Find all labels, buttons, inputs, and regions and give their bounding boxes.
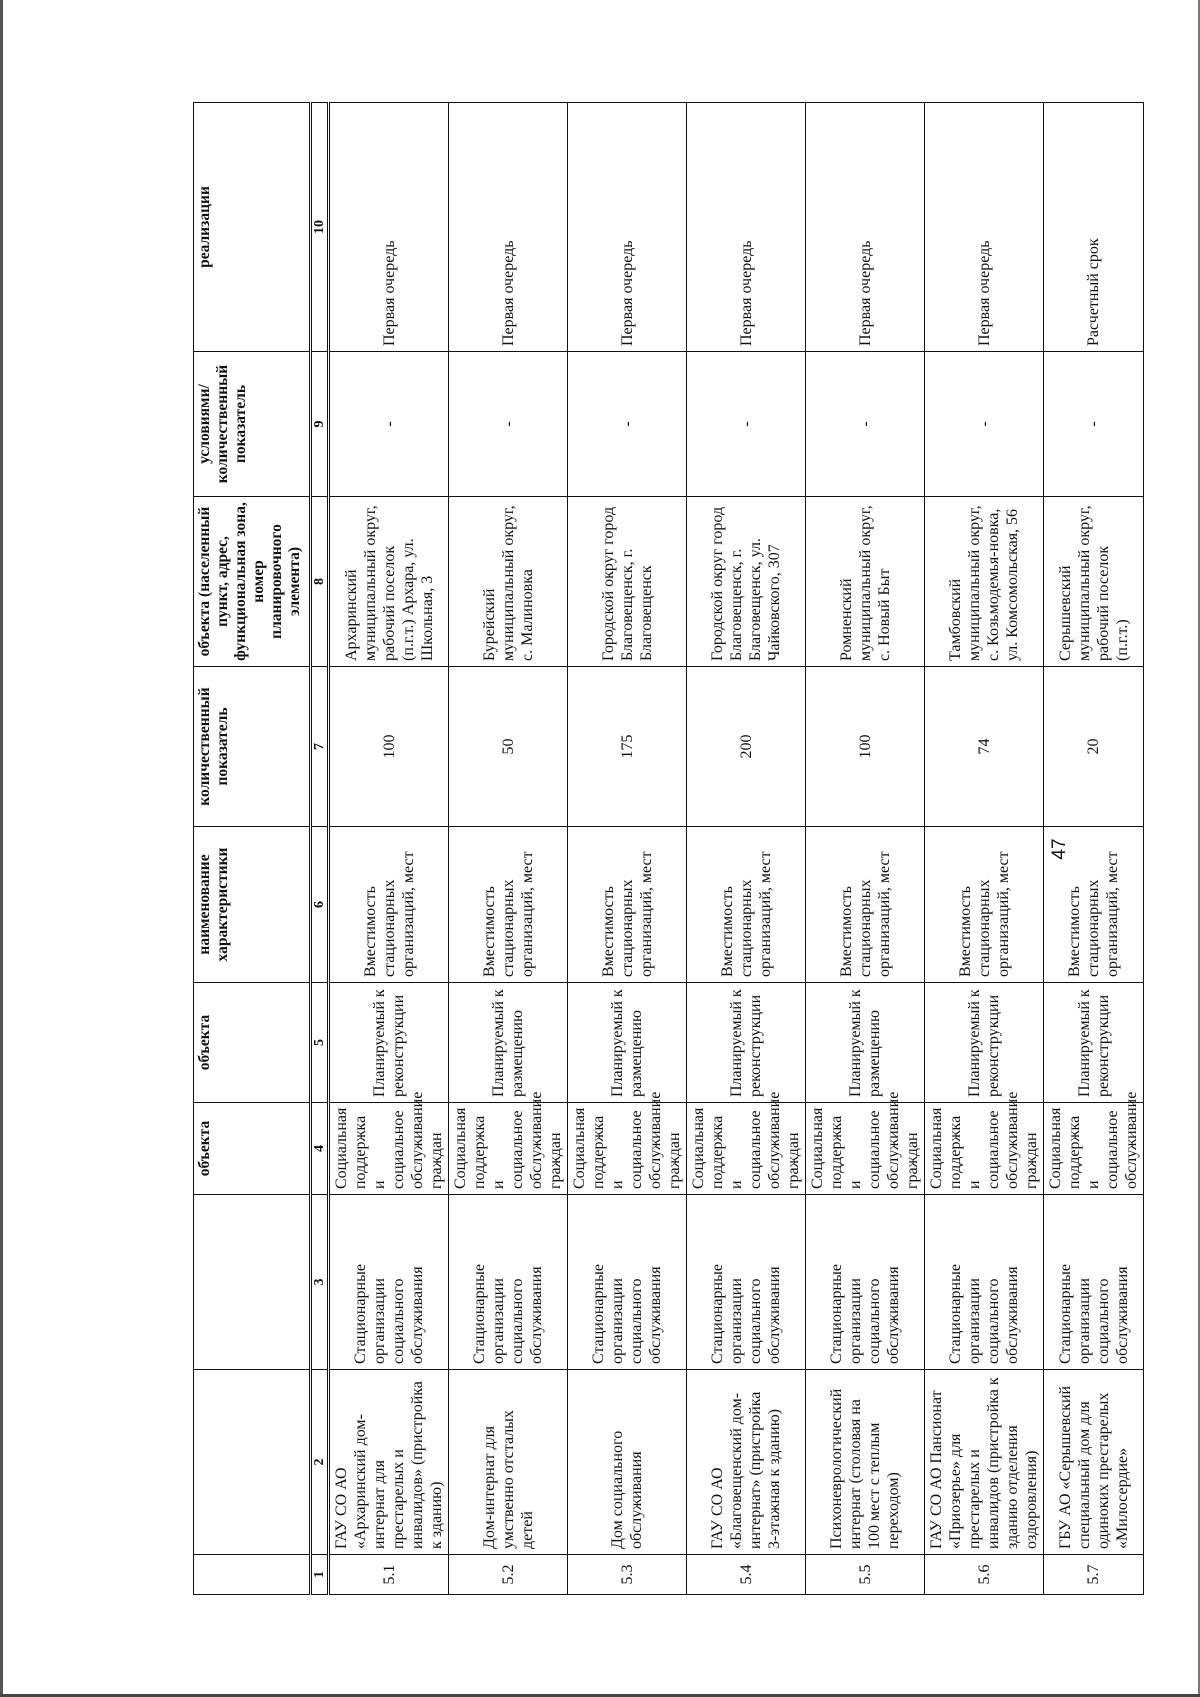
table-row	[1044, 103, 1144, 1595]
object-type: Стационарные организации социального обслуживания	[925, 1195, 1044, 1370]
row-number: 5.3	[568, 1555, 687, 1595]
column-number: 2	[311, 1370, 329, 1555]
page-number: 47	[1049, 838, 1070, 860]
row-number: 5.2	[449, 1555, 568, 1595]
rotated-table-container	[193, 103, 1140, 1595]
object-status: Планируемый к размещению	[806, 983, 925, 1103]
characteristic-name: Вместимость стационарных организаций, мест	[449, 827, 568, 983]
header-cell: количественный показатель	[194, 667, 311, 827]
header-cell: объекта (населенный пункт, адрес, функциональная зона, номер планировочного элемента)	[194, 497, 311, 667]
implementation-stage: Первая очередь	[329, 103, 449, 352]
object-purpose: Социальная поддержка и социальное обслуживание граждан	[806, 1103, 925, 1195]
object-status: Планируемый к реконструкции	[329, 983, 449, 1103]
object-name: ГАУ СО АО «Архаринский дом-интернат для престарелых и инвалидов» (пристройка к зданию)	[329, 1370, 449, 1555]
object-type: Стационарные организации социального обслуживания	[687, 1195, 806, 1370]
column-number: 9	[311, 352, 329, 497]
characteristic-name: Вместимость стационарных организаций, мест	[925, 827, 1044, 983]
zone-indicator: -	[449, 352, 568, 497]
object-name: ГАУ СО АО Пансионат «Приозерье» для престарелых и инвалидов (пристройка к зданию отделения оздоровления)	[925, 1370, 1044, 1555]
object-name: Психоневрологический интернат (столовая на 100 мест с теплым переходом)	[806, 1370, 925, 1555]
object-status: Планируемый к размещению	[449, 983, 568, 1103]
zone-indicator: -	[1044, 352, 1144, 497]
object-name: Дом социального обслуживания	[568, 1370, 687, 1555]
table-row	[449, 103, 568, 1595]
quantity-value: 100	[329, 667, 449, 827]
header-cell: объекта	[194, 1103, 311, 1195]
object-location: Ромненский муниципальный округ, с. Новый Быт	[806, 497, 925, 667]
header-cell: объекта	[194, 983, 311, 1103]
object-purpose: Социальная поддержка и социальное обслуживание граждан	[925, 1103, 1044, 1195]
object-status: Планируемый к размещению	[568, 983, 687, 1103]
header-cell	[194, 1555, 311, 1595]
object-status: Планируемый к реконструкции	[687, 983, 806, 1103]
zone-indicator: -	[925, 352, 1044, 497]
object-purpose: Социальная поддержка и социальное обслуживание граждан	[449, 1103, 568, 1195]
quantity-value: 200	[687, 667, 806, 827]
column-number: 8	[311, 497, 329, 667]
characteristic-name: Вместимость стационарных организаций, мест	[1044, 827, 1144, 983]
object-type: Стационарные организации социального обслуживания	[449, 1195, 568, 1370]
column-number: 1	[311, 1555, 329, 1595]
header-cell	[194, 1195, 311, 1370]
table-row	[329, 103, 449, 1595]
table-row	[925, 103, 1044, 1595]
object-type: Стационарные организации социального обслуживания	[568, 1195, 687, 1370]
object-purpose: Социальная поддержка и социальное обслуживание граждан	[329, 1103, 449, 1195]
quantity-value: 50	[449, 667, 568, 827]
row-number: 5.1	[329, 1555, 449, 1595]
object-purpose: Социальная поддержка и социальное обслуживание граждан	[687, 1103, 806, 1195]
column-number: 3	[311, 1195, 329, 1370]
object-name: ГБУ АО «Серышевский специальный дом для одиноких престарелых «Милосердие»	[1044, 1370, 1144, 1555]
implementation-stage: Первая очередь	[449, 103, 568, 352]
characteristic-name: Вместимость стационарных организаций, мест	[329, 827, 449, 983]
row-number: 5.5	[806, 1555, 925, 1595]
characteristic-name: Вместимость стационарных организаций, мест	[806, 827, 925, 983]
object-purpose: Социальная поддержка и социальное обслуживание граждан	[568, 1103, 687, 1195]
zone-indicator: -	[687, 352, 806, 497]
implementation-stage: Первая очередь	[568, 103, 687, 352]
header-cell: реализации	[194, 103, 311, 352]
object-name: Дом-интернат для умственно отсталых детей	[449, 1370, 568, 1555]
zone-indicator: -	[329, 352, 449, 497]
header-cell: условиями/ количественный показатель	[194, 352, 311, 497]
implementation-stage: Первая очередь	[687, 103, 806, 352]
table-row	[806, 103, 925, 1595]
column-number: 6	[311, 827, 329, 983]
column-number: 5	[311, 983, 329, 1103]
column-number-row	[311, 103, 329, 1595]
object-location: Серышевский муниципальный округ, рабочий поселок (п.г.т.)	[1044, 497, 1144, 667]
header-cell: наименование характеристики	[194, 827, 311, 983]
characteristic-name: Вместимость стационарных организаций, мест	[687, 827, 806, 983]
characteristic-name: Вместимость стационарных организаций, мест	[568, 827, 687, 983]
zone-indicator: -	[568, 352, 687, 497]
planned-objects-table	[193, 102, 1144, 1595]
header-cell	[194, 1370, 311, 1555]
table-header-row	[194, 103, 311, 1595]
object-status: Планируемый к реконструкции	[1044, 983, 1144, 1103]
object-type: Стационарные организации социального обслуживания	[329, 1195, 449, 1370]
object-purpose: Социальная поддержка и социальное обслуживание	[1044, 1103, 1144, 1195]
object-location: Тамбовский муниципальный округ, с. Козьмодемья-новка, ул. Комсомольская, 56	[925, 497, 1044, 667]
row-number: 5.6	[925, 1555, 1044, 1595]
object-location: Бурейский муниципальный округ, с. Малиновка	[449, 497, 568, 667]
object-name: ГАУ СО АО «Благовещенский дом-интернат» (пристройка 3-этажная к зданию)	[687, 1370, 806, 1555]
implementation-stage: Первая очередь	[806, 103, 925, 352]
quantity-value: 175	[568, 667, 687, 827]
row-number: 5.7	[1044, 1555, 1144, 1595]
column-number: 7	[311, 667, 329, 827]
object-location: Архаринский муниципальный округ, рабочий поселок (п.г.т.) Архара, ул. Школьная, 3	[329, 497, 449, 667]
quantity-value: 74	[925, 667, 1044, 827]
column-number: 4	[311, 1103, 329, 1195]
row-number: 5.4	[687, 1555, 806, 1595]
scan-edge	[0, 0, 3, 1697]
implementation-stage: Первая очередь	[925, 103, 1044, 352]
object-location: Городской округ город Благовещенск, г. Благовещенск, ул. Чайковского, 307	[687, 497, 806, 667]
table-row	[568, 103, 687, 1595]
object-type: Стационарные организации социального обслуживания	[1044, 1195, 1144, 1370]
zone-indicator: -	[806, 352, 925, 497]
column-number: 10	[311, 103, 329, 352]
quantity-value: 20	[1044, 667, 1144, 827]
implementation-stage: Расчетный срок	[1044, 103, 1144, 352]
quantity-value: 100	[806, 667, 925, 827]
object-location: Городской округ город Благовещенск, г. Благовещенск	[568, 497, 687, 667]
object-type: Стационарные организации социального обслуживания	[806, 1195, 925, 1370]
table-row	[687, 103, 806, 1595]
object-status: Планируемый к реконструкции	[925, 983, 1044, 1103]
